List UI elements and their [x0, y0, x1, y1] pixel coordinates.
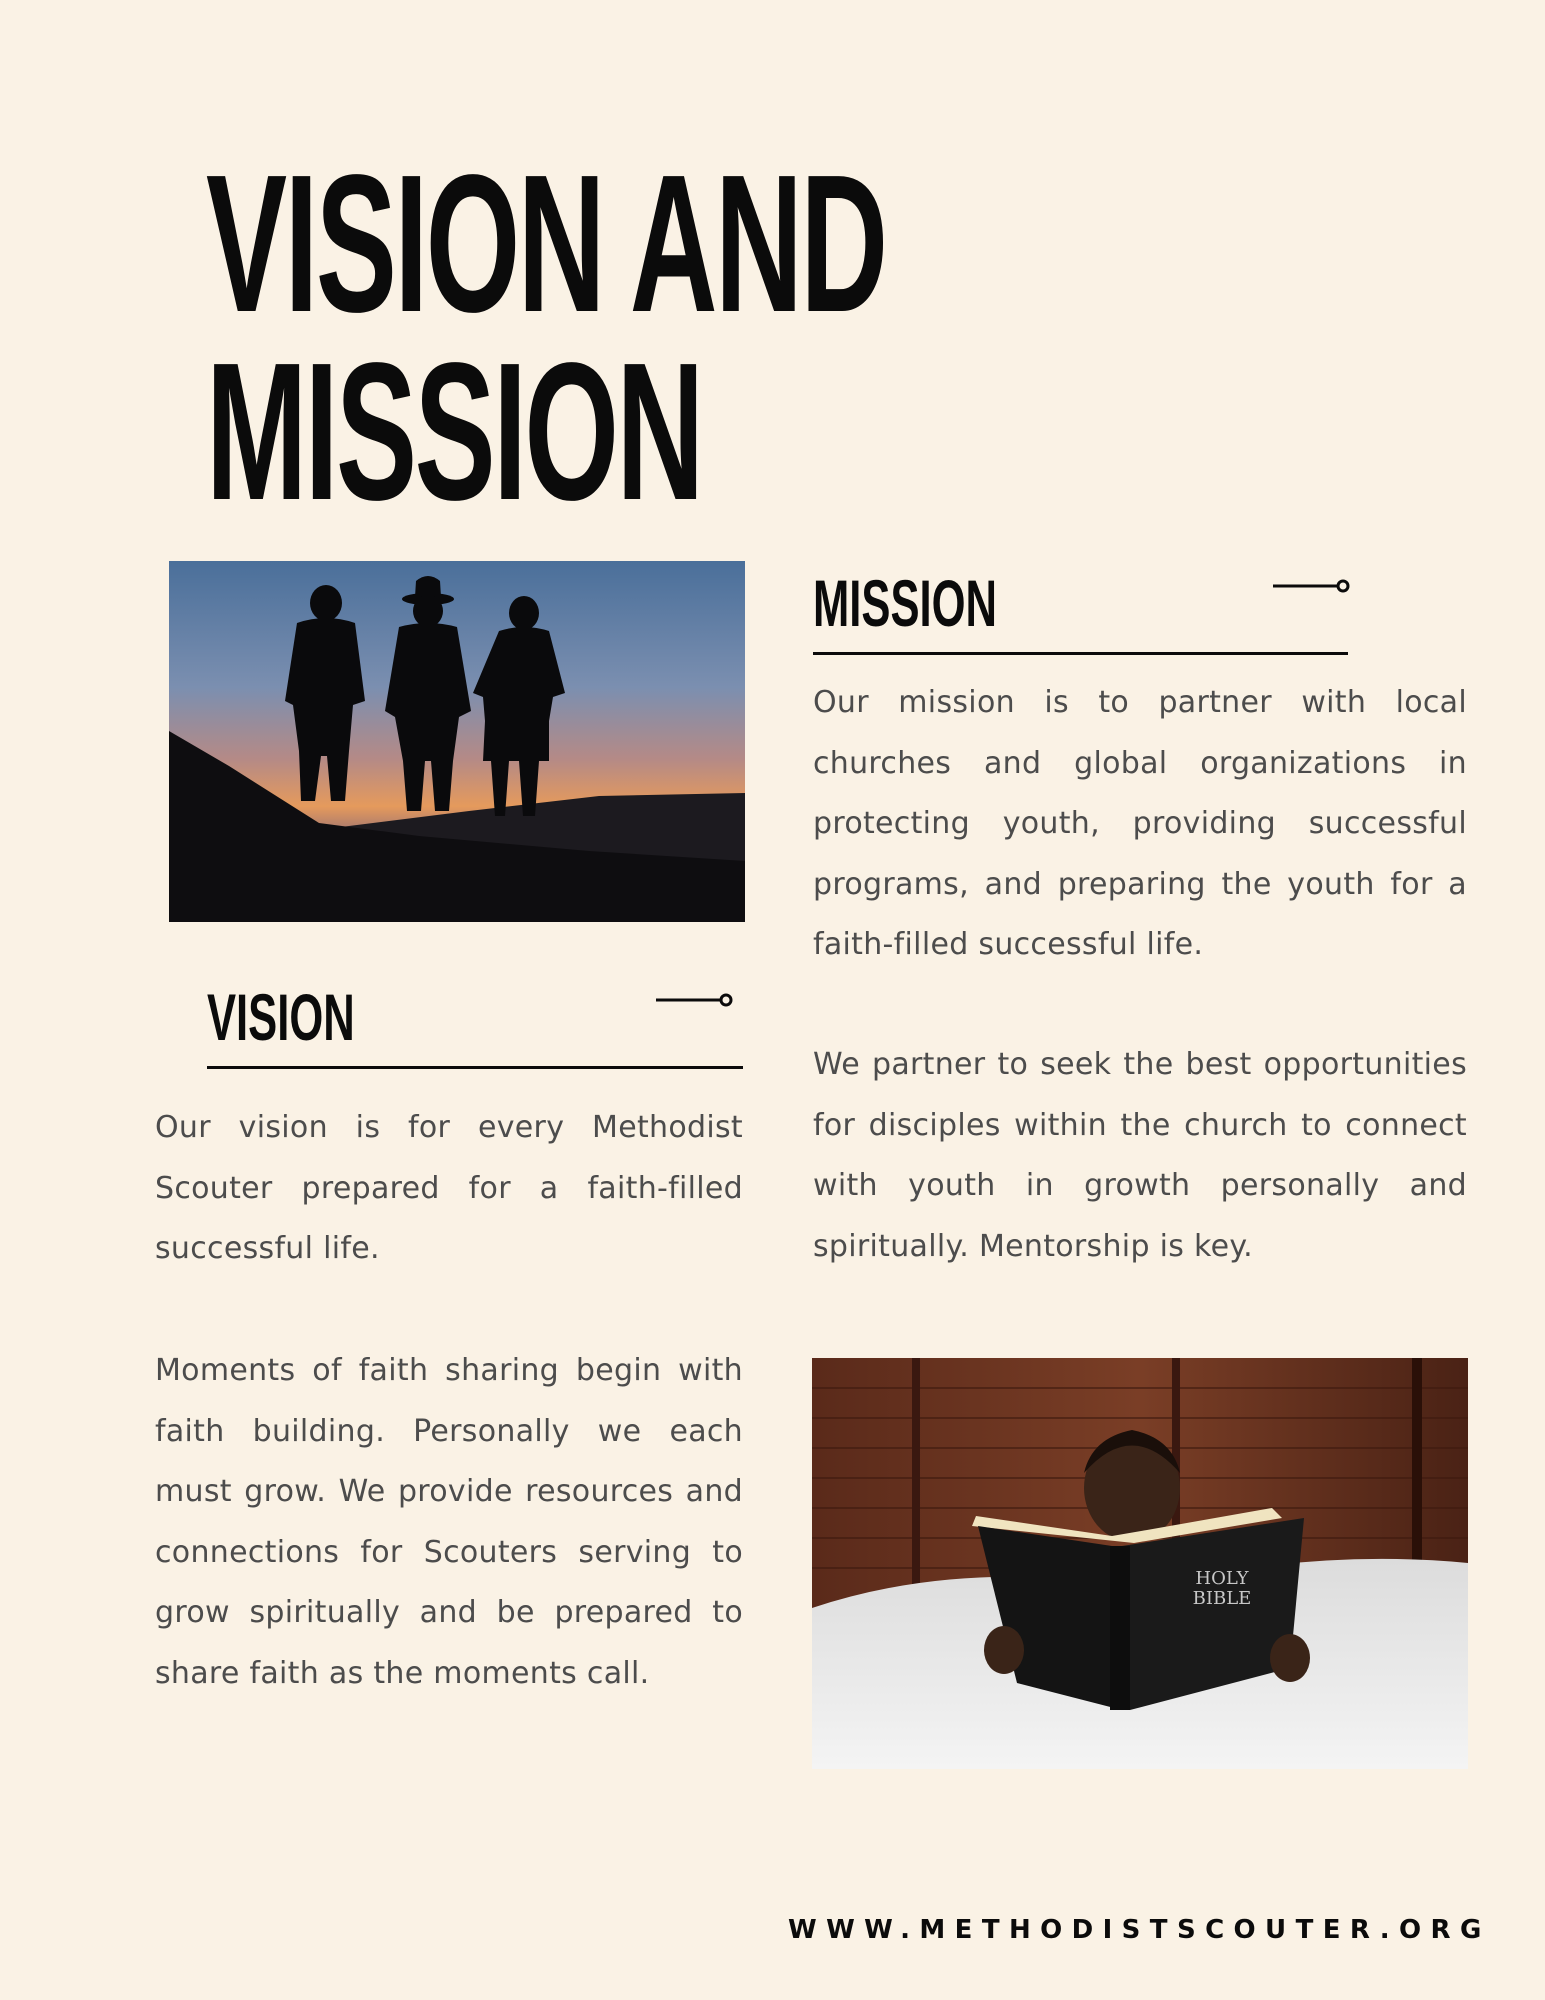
silhouettes-sunset-photo — [169, 561, 745, 922]
vision-heading-rule — [207, 1066, 743, 1069]
mission-heading-rule — [813, 652, 1348, 655]
title-line-1: VISION AND — [206, 134, 886, 353]
title-line-2: MISSION — [206, 322, 702, 541]
footer-website-url[interactable]: WWW.METHODISTSCOUTER.ORG — [788, 1915, 1491, 1945]
bible-cover-line-2: BIBLE — [1192, 1588, 1252, 1609]
vision-paragraph-2: Moments of faith sharing begin with faith building. Personally we each must grow. We provide resources and connections for Scouters serving to grow spiritually and be prepared to share faith as the moments call. — [155, 1353, 743, 1691]
bible-cover-line-1: HOLY — [1195, 1568, 1249, 1589]
vision-paragraph-1: Our vision is for every Methodist Scouter prepared for a faith-filled successful life. — [155, 1110, 743, 1266]
sunset-image — [169, 561, 745, 922]
mission-paragraph-1: Our mission is to partner with local churches and global organizations in protecting youth, providing successful programs, and preparing the youth for a faith-filled successful life. — [813, 685, 1467, 962]
arrow-line-icon — [654, 990, 734, 1010]
mission-heading-block — [813, 556, 1348, 655]
mission-paragraph-2: We partner to seek the best opportunities for disciples within the church to connect with youth in growth personally and spiritually. Mentorship is key. — [813, 1047, 1467, 1264]
bible-image — [812, 1358, 1468, 1769]
vision-heading: VISION — [207, 980, 355, 1054]
mission-heading: MISSION — [813, 566, 997, 640]
vision-heading-block — [207, 970, 743, 1069]
page-title — [206, 134, 886, 541]
child-reading-bible-photo — [812, 1358, 1468, 1769]
arrow-line-icon — [1271, 576, 1351, 596]
